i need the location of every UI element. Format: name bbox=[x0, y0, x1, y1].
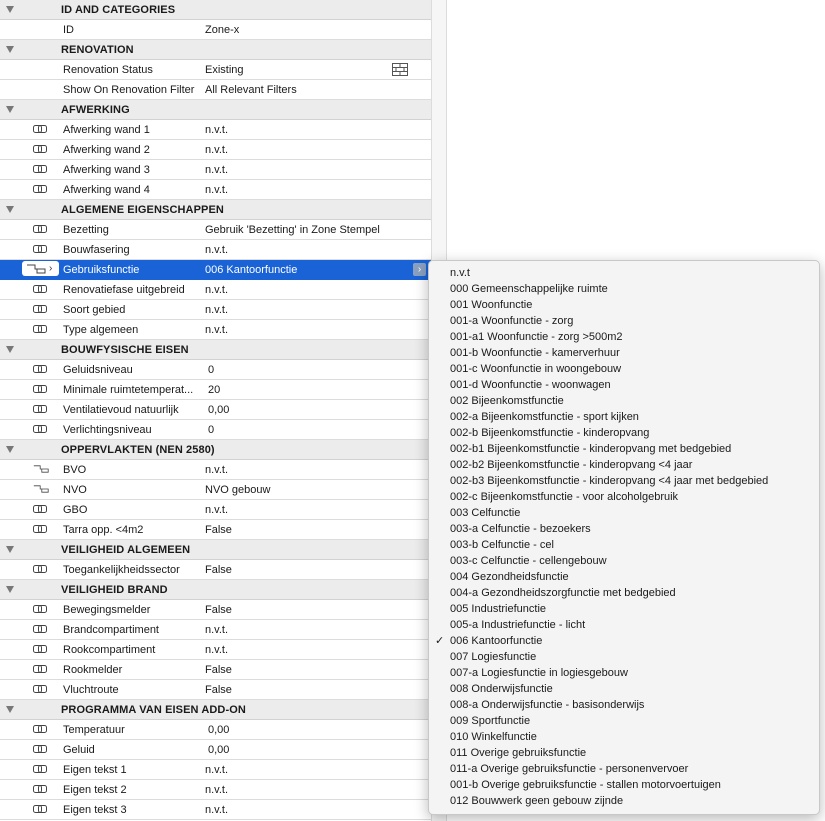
dropdown-option[interactable]: 011-a Overige gebruiksfunctie - personenvervoer bbox=[450, 763, 689, 775]
property-row-type-algemeen[interactable] bbox=[0, 320, 431, 340]
disclosure-triangle-icon[interactable] bbox=[6, 346, 14, 353]
dropdown-option[interactable]: 004-a Gezondheidszorgfunctie met bedgebied bbox=[450, 587, 676, 599]
property-value[interactable]: 0,00 bbox=[208, 743, 230, 756]
property-value[interactable]: Gebruik 'Bezetting' in Zone Stempel bbox=[205, 223, 380, 236]
property-name: Soort gebied bbox=[63, 303, 126, 316]
property-name: Rookmelder bbox=[63, 663, 123, 676]
property-row-eigen-tekst-2[interactable] bbox=[0, 780, 431, 800]
dropdown-option[interactable]: 008 Onderwijsfunctie bbox=[450, 683, 553, 695]
disclosure-triangle-icon[interactable] bbox=[6, 46, 14, 53]
expression-link-icon bbox=[33, 464, 49, 474]
chain-link-icon bbox=[33, 365, 47, 373]
gebruiksfunctie-dropdown-menu bbox=[428, 260, 820, 815]
property-row-bewegingsmelder[interactable] bbox=[0, 600, 431, 620]
property-value[interactable]: n.v.t. bbox=[205, 803, 229, 816]
dropdown-option[interactable]: 003 Celfunctie bbox=[450, 507, 521, 519]
property-name: Verlichtingsniveau bbox=[63, 423, 152, 436]
property-value[interactable]: Zone-x bbox=[205, 23, 240, 36]
property-row-renovatiefase[interactable] bbox=[0, 280, 431, 300]
chain-link-icon bbox=[33, 805, 47, 813]
chain-link-icon bbox=[33, 565, 47, 573]
dropdown-option[interactable]: 005 Industriefunctie bbox=[450, 603, 547, 615]
property-name: BVO bbox=[63, 463, 87, 476]
dropdown-option[interactable]: 001-b Overige gebruiksfunctie - stallen motorvoertuigen bbox=[450, 779, 721, 791]
disclosure-triangle-icon[interactable] bbox=[6, 446, 14, 453]
category-label: ID AND CATEGORIES bbox=[61, 3, 176, 16]
dropdown-option[interactable]: 001-a Woonfunctie - zorg bbox=[450, 315, 574, 327]
dropdown-option[interactable]: n.v.t bbox=[450, 267, 470, 279]
dropdown-option[interactable]: 001-a1 Woonfunctie - zorg >500m2 bbox=[450, 331, 623, 343]
property-value[interactable]: False bbox=[205, 563, 232, 576]
property-name: Bezetting bbox=[63, 223, 109, 236]
property-name: ID bbox=[63, 23, 74, 36]
chain-link-icon bbox=[33, 665, 47, 673]
chain-link-icon bbox=[33, 765, 47, 773]
disclosure-triangle-icon[interactable] bbox=[6, 586, 14, 593]
property-row-geluid[interactable] bbox=[0, 740, 431, 760]
property-row-renovation-status[interactable] bbox=[0, 60, 431, 80]
dropdown-option[interactable]: 002-b1 Bijeenkomstfunctie - kinderopvang met bedgebied bbox=[450, 443, 732, 455]
dropdown-option[interactable]: 001-d Woonfunctie - woonwagen bbox=[450, 379, 611, 391]
property-value[interactable]: 006 Kantoorfunctie bbox=[205, 263, 298, 276]
property-value[interactable]: 20 bbox=[208, 383, 221, 396]
property-value[interactable]: n.v.t. bbox=[205, 503, 229, 516]
dropdown-option[interactable]: 003-c Celfunctie - cellengebouw bbox=[450, 555, 607, 567]
property-row-eigen-tekst-3[interactable] bbox=[0, 800, 431, 820]
property-name: Type algemeen bbox=[63, 323, 139, 336]
category-label: PROGRAMMA VAN EISEN ADD-ON bbox=[61, 703, 246, 716]
property-name: Geluidsniveau bbox=[63, 363, 133, 376]
chain-link-icon bbox=[33, 725, 47, 733]
property-value[interactable]: n.v.t. bbox=[205, 303, 229, 316]
property-row-nvo[interactable] bbox=[0, 480, 431, 500]
property-row-afwerking-wand-3[interactable] bbox=[0, 160, 431, 180]
chain-link-icon bbox=[33, 385, 47, 393]
property-value[interactable]: n.v.t. bbox=[205, 283, 229, 296]
property-row-afwerking-wand-2[interactable] bbox=[0, 140, 431, 160]
dropdown-option[interactable]: 003-a Celfunctie - bezoekers bbox=[450, 523, 591, 535]
chain-link-icon bbox=[33, 125, 47, 133]
property-name: Tarra opp. <4m2 bbox=[63, 523, 144, 536]
chain-link-icon bbox=[33, 605, 47, 613]
property-row-temperatuur[interactable] bbox=[0, 720, 431, 740]
chain-link-icon bbox=[33, 325, 47, 333]
dropdown-option[interactable]: 001 Woonfunctie bbox=[450, 299, 533, 311]
category-label: BOUWFYSISCHE EISEN bbox=[61, 343, 189, 356]
dropdown-option[interactable]: 000 Gemeenschappelijke ruimte bbox=[450, 283, 608, 295]
property-value[interactable]: False bbox=[205, 523, 232, 536]
property-name: Afwerking wand 2 bbox=[63, 143, 150, 156]
property-name: Geluid bbox=[63, 743, 95, 756]
property-value[interactable]: n.v.t. bbox=[205, 143, 229, 156]
category-veiligheid-brand[interactable] bbox=[0, 580, 431, 600]
category-algemene-eigenschappen[interactable] bbox=[0, 200, 431, 220]
dropdown-option[interactable]: 007-a Logiesfunctie in logiesgebouw bbox=[450, 667, 628, 679]
property-value[interactable]: n.v.t. bbox=[205, 163, 229, 176]
chevron-right-icon[interactable]: › bbox=[49, 263, 53, 274]
chain-link-icon bbox=[33, 645, 47, 653]
property-row-brandcompartiment[interactable] bbox=[0, 620, 431, 640]
property-name: Eigen tekst 2 bbox=[63, 783, 127, 796]
dropdown-option[interactable]: 009 Sportfunctie bbox=[450, 715, 531, 727]
property-value[interactable]: NVO gebouw bbox=[205, 483, 271, 496]
property-row-tarra[interactable] bbox=[0, 520, 431, 540]
property-row-toegankelijkheidssector[interactable] bbox=[0, 560, 431, 580]
property-name: Ventilatievoud natuurlijk bbox=[63, 403, 179, 416]
chain-link-icon bbox=[33, 685, 47, 693]
dropdown-option[interactable]: 001-b Woonfunctie - kamerverhuur bbox=[450, 347, 620, 359]
property-name: Afwerking wand 1 bbox=[63, 123, 150, 136]
property-name: Toegankelijkheidssector bbox=[63, 563, 180, 576]
property-value[interactable]: 0,00 bbox=[208, 723, 230, 736]
category-label: VEILIGHEID ALGEMEEN bbox=[61, 543, 191, 556]
chain-link-icon bbox=[33, 305, 47, 313]
property-row-id[interactable] bbox=[0, 20, 431, 40]
property-name: Vluchtroute bbox=[63, 683, 119, 696]
category-bouwfysische-eisen[interactable] bbox=[0, 340, 431, 360]
property-row-minimale-ruimtetemperatuur[interactable] bbox=[0, 380, 431, 400]
category-programma-van-eisen[interactable] bbox=[0, 700, 431, 720]
property-name: Afwerking wand 4 bbox=[63, 183, 150, 196]
property-row-geluidsniveau[interactable] bbox=[0, 360, 431, 380]
expression-link-icon bbox=[26, 264, 46, 274]
disclosure-triangle-icon[interactable] bbox=[6, 6, 14, 13]
property-name: Afwerking wand 3 bbox=[63, 163, 150, 176]
chain-link-icon bbox=[33, 245, 47, 253]
property-row-verlichtingsniveau[interactable] bbox=[0, 420, 431, 440]
disclosure-triangle-icon[interactable] bbox=[6, 106, 14, 113]
property-name: Minimale ruimtetemperat... bbox=[63, 383, 194, 396]
category-label: AFWERKING bbox=[61, 103, 130, 116]
property-row-vluchtroute[interactable] bbox=[0, 680, 431, 700]
category-oppervlakten[interactable] bbox=[0, 440, 431, 460]
property-row-soort-gebied[interactable] bbox=[0, 300, 431, 320]
category-label: OPPERVLAKTEN (NEN 2580) bbox=[61, 443, 215, 456]
property-name: GBO bbox=[63, 503, 88, 516]
disclosure-triangle-icon[interactable] bbox=[6, 706, 14, 713]
dropdown-option[interactable]: 006 Kantoorfunctie bbox=[450, 635, 543, 647]
category-label: ALGEMENE EIGENSCHAPPEN bbox=[61, 203, 224, 216]
brick-wall-icon[interactable] bbox=[392, 63, 408, 76]
property-name: Renovation Status bbox=[63, 63, 153, 76]
dropdown-option[interactable]: 002 Bijeenkomstfunctie bbox=[450, 395, 564, 407]
chain-link-icon bbox=[33, 405, 47, 413]
property-value[interactable]: n.v.t. bbox=[205, 183, 229, 196]
property-value[interactable]: n.v.t. bbox=[205, 763, 229, 776]
property-value[interactable]: False bbox=[205, 683, 232, 696]
property-row-show-on-renovation-filter[interactable] bbox=[0, 80, 431, 100]
chain-link-icon bbox=[33, 525, 47, 533]
expression-link-icon bbox=[33, 484, 49, 494]
property-name: Show On Renovation Filter bbox=[63, 83, 195, 96]
property-row-rookcompartiment[interactable] bbox=[0, 640, 431, 660]
dropdown-option[interactable]: 002-a Bijeenkomstfunctie - sport kijken bbox=[450, 411, 639, 423]
category-renovation[interactable] bbox=[0, 40, 431, 60]
property-name: Gebruiksfunctie bbox=[63, 263, 140, 276]
property-row-gebruiksfunctie[interactable] bbox=[0, 260, 431, 280]
chain-link-icon bbox=[33, 225, 47, 233]
category-label: RENOVATION bbox=[61, 43, 134, 56]
property-value[interactable]: 0 bbox=[208, 423, 215, 436]
property-row-bvo[interactable] bbox=[0, 460, 431, 480]
chain-link-icon bbox=[33, 425, 47, 433]
category-afwerking[interactable] bbox=[0, 100, 431, 120]
property-value[interactable]: False bbox=[205, 603, 232, 616]
property-name: Rookcompartiment bbox=[63, 643, 156, 656]
property-row-eigen-tekst-1[interactable] bbox=[0, 760, 431, 780]
dropdown-option[interactable]: 007 Logiesfunctie bbox=[450, 651, 537, 663]
property-value[interactable]: n.v.t. bbox=[205, 123, 229, 136]
dropdown-option[interactable]: 002-c Bijeenkomstfunctie - voor alcoholgebruik bbox=[450, 491, 679, 503]
chain-link-icon bbox=[33, 185, 47, 193]
chain-link-icon bbox=[33, 165, 47, 173]
property-name: Eigen tekst 1 bbox=[63, 763, 127, 776]
property-value[interactable]: 0,00 bbox=[208, 403, 230, 416]
property-value[interactable]: n.v.t. bbox=[205, 783, 229, 796]
chain-link-icon bbox=[33, 625, 47, 633]
property-name: Renovatiefase uitgebreid bbox=[63, 283, 185, 296]
property-row-ventilatievoud[interactable] bbox=[0, 400, 431, 420]
property-name: Brandcompartiment bbox=[63, 623, 159, 636]
property-name: Temperatuur bbox=[63, 723, 125, 736]
property-name: Eigen tekst 3 bbox=[63, 803, 127, 816]
property-row-gbo[interactable] bbox=[0, 500, 431, 520]
dropdown-chevron-icon[interactable]: › bbox=[413, 263, 426, 276]
property-value[interactable]: All Relevant Filters bbox=[205, 83, 297, 96]
property-value[interactable]: n.v.t. bbox=[205, 623, 229, 636]
dropdown-option[interactable]: 003-b Celfunctie - cel bbox=[450, 539, 554, 551]
category-id-and-categories[interactable] bbox=[0, 0, 431, 20]
dropdown-option[interactable]: 002-b Bijeenkomstfunctie - kinderopvang bbox=[450, 427, 650, 439]
property-value[interactable]: n.v.t. bbox=[205, 643, 229, 656]
dropdown-option[interactable]: 004 Gezondheidsfunctie bbox=[450, 571, 569, 583]
category-veiligheid-algemeen[interactable] bbox=[0, 540, 431, 560]
chain-link-icon bbox=[33, 745, 47, 753]
dropdown-option[interactable]: 002-b3 Bijeenkomstfunctie - kinderopvang <4 jaar met bedgebied bbox=[450, 475, 769, 487]
property-value[interactable]: n.v.t. bbox=[205, 323, 229, 336]
dropdown-option[interactable]: 010 Winkelfunctie bbox=[450, 731, 537, 743]
property-row-bouwfasering[interactable] bbox=[0, 240, 431, 260]
property-name: Bewegingsmelder bbox=[63, 603, 151, 616]
disclosure-triangle-icon[interactable] bbox=[6, 206, 14, 213]
property-value[interactable]: 0 bbox=[208, 363, 215, 376]
property-row-afwerking-wand-4[interactable] bbox=[0, 180, 431, 200]
dropdown-option[interactable]: 012 Bouwwerk geen gebouw zijnde bbox=[450, 795, 624, 807]
property-value[interactable]: False bbox=[205, 663, 232, 676]
category-label: VEILIGHEID BRAND bbox=[61, 583, 168, 596]
property-value[interactable]: n.v.t. bbox=[205, 243, 229, 256]
expression-toggle[interactable] bbox=[22, 261, 59, 276]
property-row-rookmelder[interactable] bbox=[0, 660, 431, 680]
dropdown-option[interactable]: 002-b2 Bijeenkomstfunctie - kinderopvang <4 jaar bbox=[450, 459, 693, 471]
property-name: Bouwfasering bbox=[63, 243, 130, 256]
property-row-bezetting[interactable] bbox=[0, 220, 431, 240]
checkmark-icon: ✓ bbox=[435, 635, 445, 647]
property-value[interactable]: Existing bbox=[205, 63, 244, 76]
dropdown-option[interactable]: 005-a Industriefunctie - licht bbox=[450, 619, 586, 631]
property-row-afwerking-wand-1[interactable] bbox=[0, 120, 431, 140]
chain-link-icon bbox=[33, 505, 47, 513]
dropdown-option[interactable]: 008-a Onderwijsfunctie - basisonderwijs bbox=[450, 699, 645, 711]
chain-link-icon bbox=[33, 285, 47, 293]
property-value[interactable]: n.v.t. bbox=[205, 463, 229, 476]
dropdown-option[interactable]: 001-c Woonfunctie in woongebouw bbox=[450, 363, 622, 375]
property-name: NVO bbox=[63, 483, 87, 496]
chain-link-icon bbox=[33, 785, 47, 793]
disclosure-triangle-icon[interactable] bbox=[6, 546, 14, 553]
chain-link-icon bbox=[33, 145, 47, 153]
dropdown-option[interactable]: 011 Overige gebruiksfunctie bbox=[450, 747, 587, 759]
